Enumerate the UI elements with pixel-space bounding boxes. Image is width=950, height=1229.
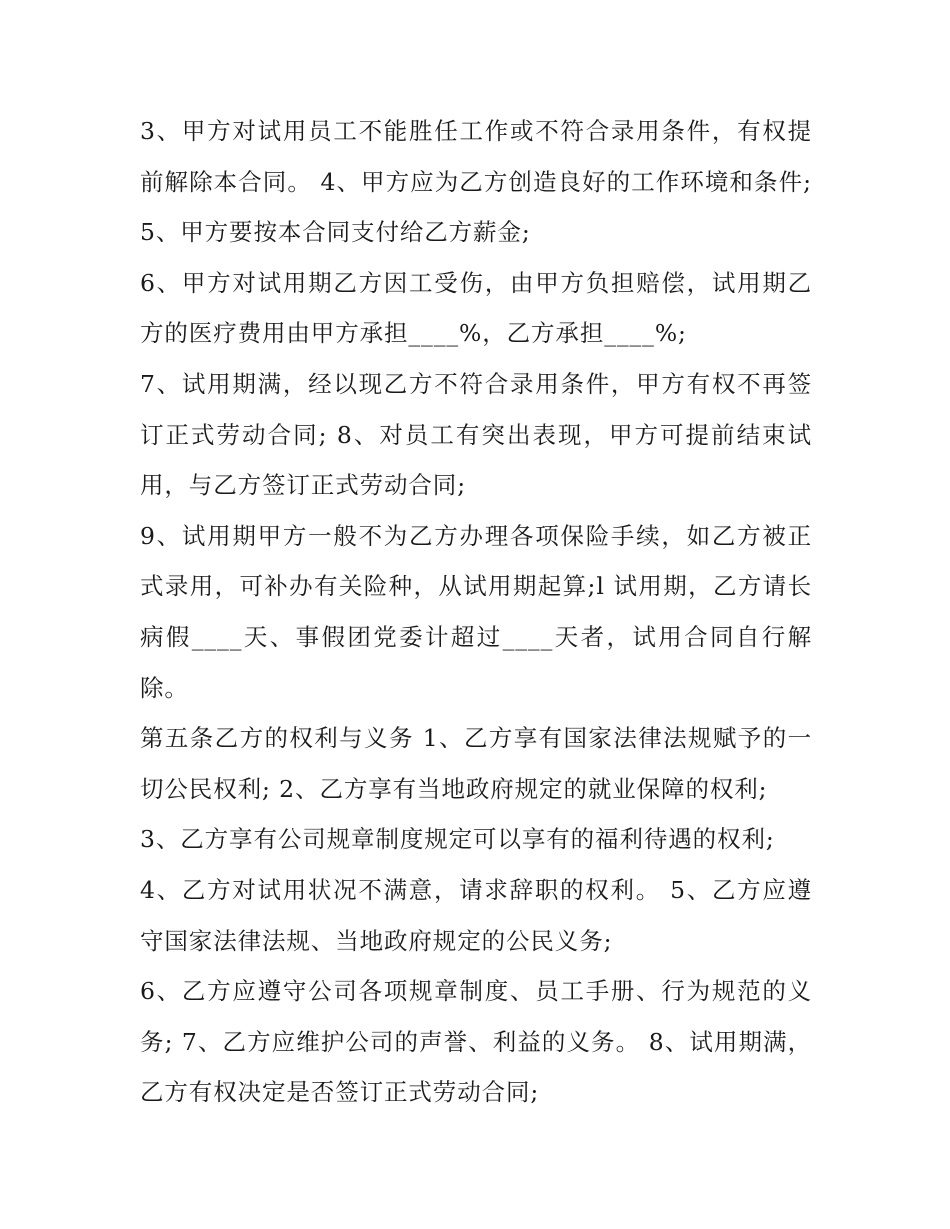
document-body [140, 106, 812, 1118]
paragraph-injury-compensation: 6、甲方对试用期乙方因工受伤，由甲方负担赔偿，试用期乙方的医疗费用由甲方承担____%，乙方承担____%; [140, 268, 812, 348]
paragraph-article-five-rights: 第五条乙方的权利与义务 1、乙方享有国家法律法规赋予的一切公民权利; 2、乙方享有当地政府规定的就业保障的权利; [140, 724, 812, 803]
paragraph-resignation-duties: 4、乙方对试用状况不满意，请求辞职的权利。 5、乙方应遵守国家法律法规、当地政府规定的公民义务; [140, 875, 812, 955]
paragraph-probation-end: 7、试用期满，经以现乙方不符合录用条件，甲方有权不再签订正式劳动合同; 8、对员工有突出表现，甲方可提前结束试用，与乙方签订正式劳动合同; [140, 369, 812, 500]
paragraph-employer-rights-3-5: 3、甲方对试用员工不能胜任工作或不符合录用条件，有权提前解除本合同。 4、甲方应为乙方创造良好的工作环境和条件; 5、甲方要按本合同支付给乙方薪金; [140, 117, 812, 247]
paragraph-welfare-rights: 3、乙方享有公司规章制度规定可以享有的福利待遇的权利; [140, 825, 775, 854]
paragraph-insurance-leave: 9、试用期甲方一般不为乙方办理各项保险手续，如乙方被正式录用，可补办有关险种，从试用期起算;l 试用期，乙方请长病假____天、事假团党委计超过____天者，试用合同自行解除。 [140, 521, 812, 702]
paragraph-company-rules: 6、乙方应遵守公司各项规章制度、员工手册、行为规范的义务; 7、乙方应维护公司的声誉、利益的义务。 8、试用期满，乙方有权决定是否签订正式劳动合同; [140, 977, 812, 1107]
